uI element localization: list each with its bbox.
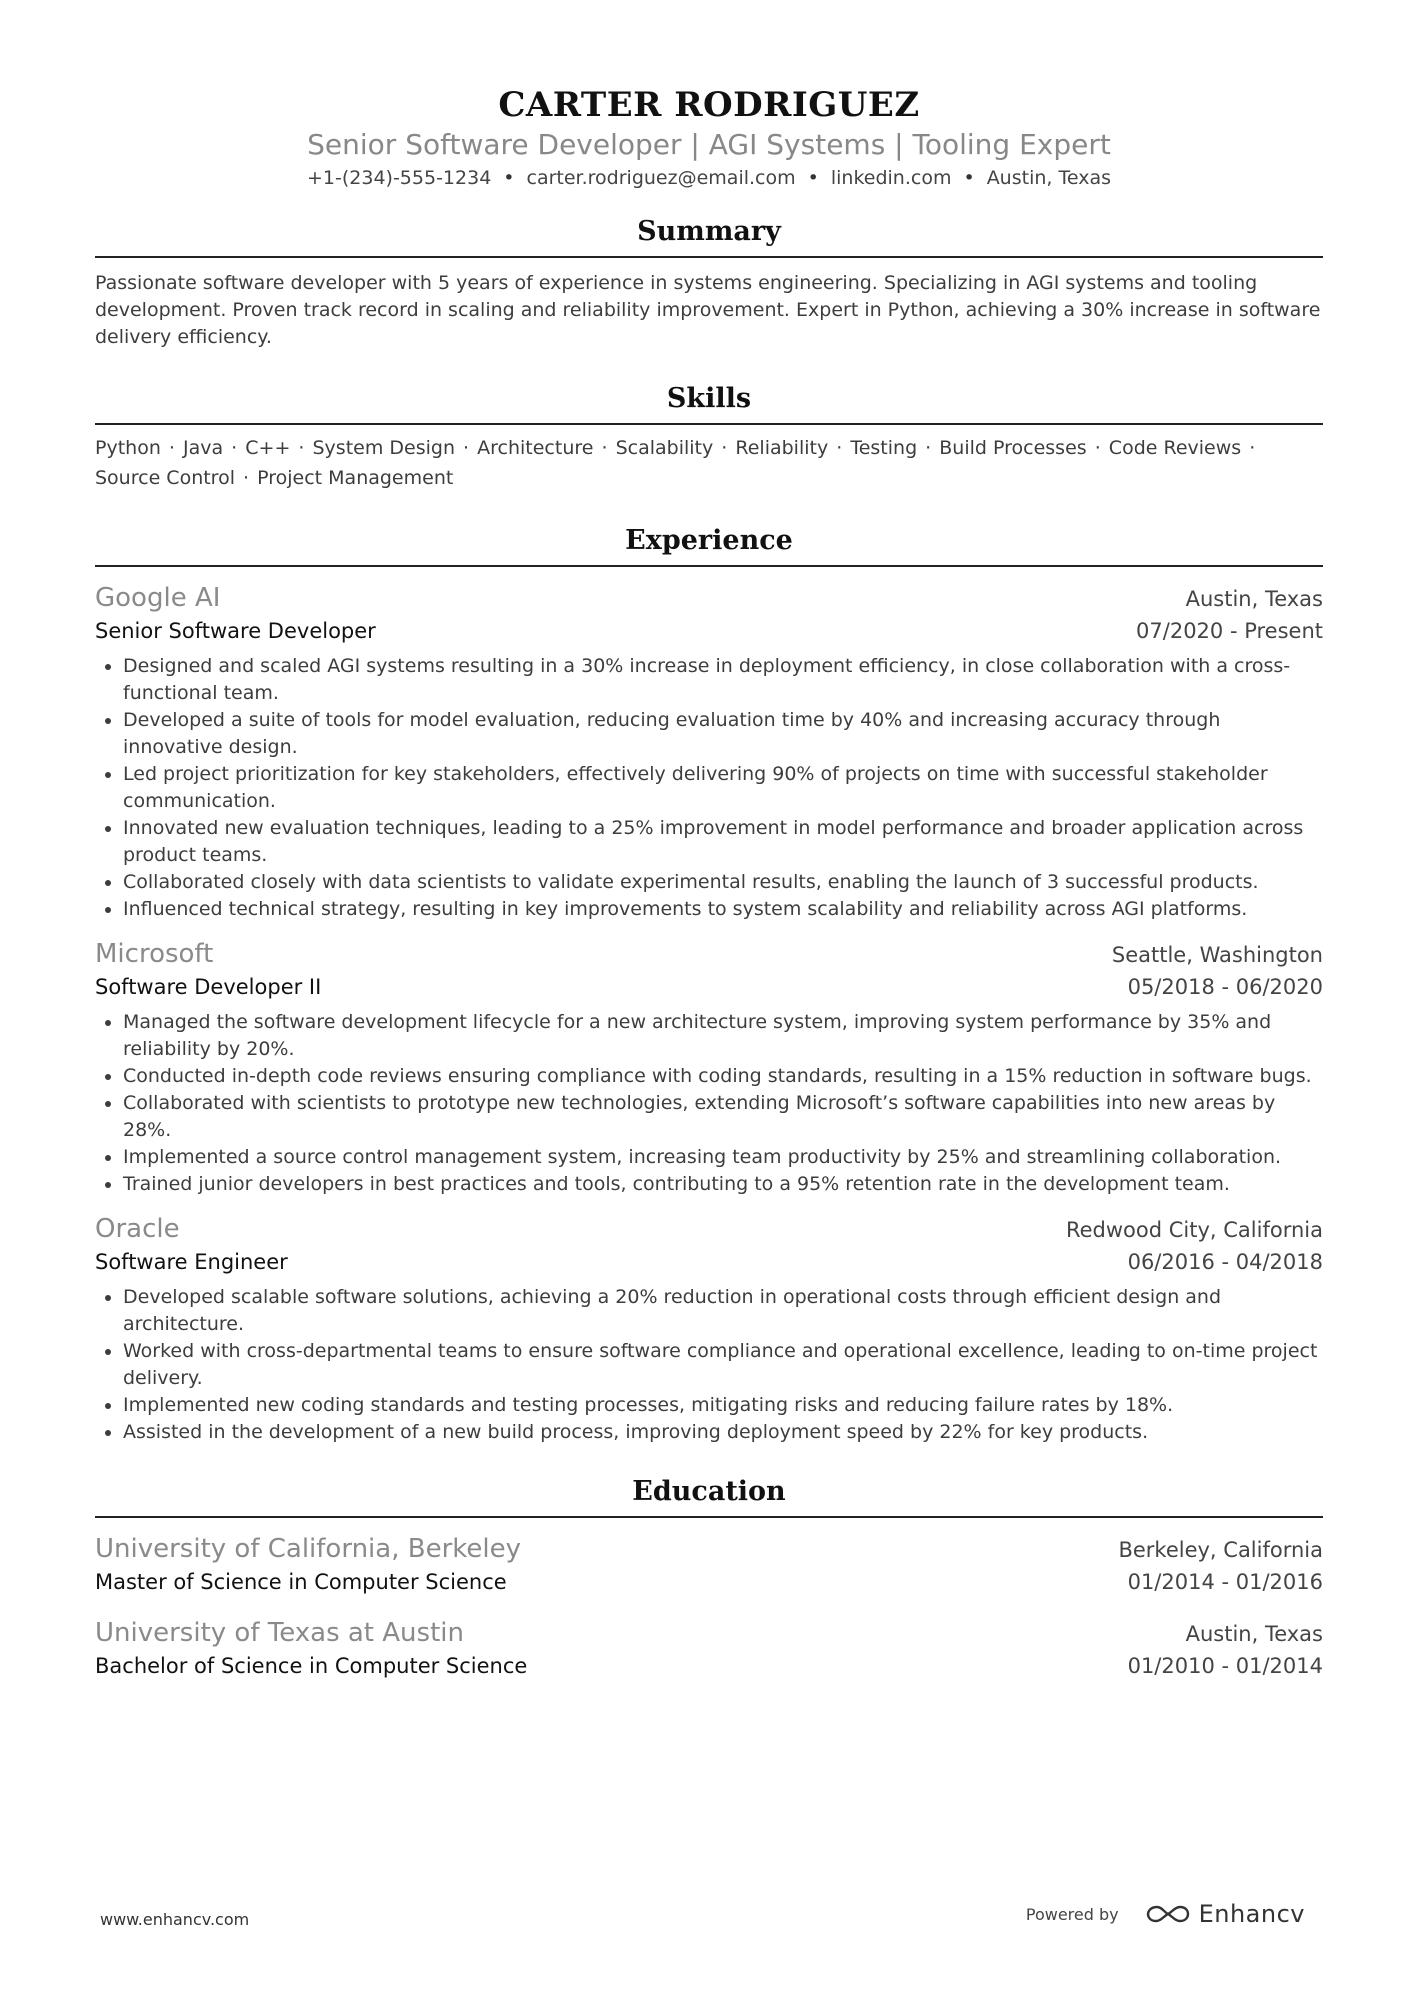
enhancv-brand: Enhancv <box>1198 1900 1305 1928</box>
skill-separator: · <box>225 437 244 459</box>
summary-heading: Summary <box>95 214 1323 258</box>
skills-list <box>95 433 1323 493</box>
education-section <box>95 1474 1323 1682</box>
skill-separator: · <box>236 467 256 489</box>
skill-separator: · <box>162 437 181 459</box>
candidate-name: CARTER RODRIGUEZ <box>498 85 920 125</box>
website-link[interactable]: www.enhancv.com <box>100 1910 250 1929</box>
experience-role-row <box>95 615 1323 647</box>
enhancv-logo-icon <box>1145 1902 1191 1926</box>
job-bullets <box>95 653 1323 923</box>
experience-entry <box>95 581 1323 923</box>
job-bullet: • Led project prioritization for key stakeholders, effectively delivering 90% of projects on time with successful stakeholder communication. <box>123 761 1323 815</box>
skill-item: Architecture <box>477 437 594 459</box>
job-bullets <box>95 1284 1323 1446</box>
candidate-title: Senior Software Developer | AGI Systems | Tooling Expert <box>307 128 1111 161</box>
education-entry <box>95 1532 1323 1598</box>
experience-heading: Experience <box>95 523 1323 567</box>
skill-item: Java <box>183 437 224 459</box>
location: Austin, Texas <box>986 167 1111 189</box>
job-title: Software Engineer <box>95 1250 288 1274</box>
job-dates: 05/2018 - 06/2020 <box>1127 975 1323 999</box>
job-bullet: • Worked with cross-departmental teams to ensure software compliance and operational excellence, leading to on-time project delivery. <box>123 1338 1323 1392</box>
job-bullet: • Collaborated closely with data scientists to validate experimental results, enabling the launch of 3 successful products. <box>123 869 1323 896</box>
linkedin-link[interactable]: linkedin.com <box>830 167 952 189</box>
education-list <box>95 1532 1323 1682</box>
job-bullet: • Designed and scaled AGI systems resulting in a 30% increase in deployment efficiency, in close collaboration with a cross-functional team. <box>123 653 1323 707</box>
experience-role-row <box>95 971 1323 1003</box>
job-bullet: • Trained junior developers in best practices and tools, contributing to a 95% retention rate in the development team. <box>123 1171 1323 1198</box>
job-bullet: • Developed scalable software solutions, achieving a 20% reduction in operational costs through efficient design and architecture. <box>123 1284 1323 1338</box>
education-heading: Education <box>95 1474 1323 1518</box>
skill-separator: · <box>830 437 849 459</box>
job-bullet: • Implemented new coding standards and testing processes, mitigating risks and reducing failure rates by 18%. <box>123 1392 1323 1419</box>
skill-item: System Design <box>312 437 455 459</box>
education-degree-row <box>95 1650 1323 1682</box>
skill-item: Python <box>95 437 161 459</box>
skill-separator: · <box>457 437 476 459</box>
job-bullet: • Conducted in-depth code reviews ensuring compliance with coding standards, resulting in a 15% reduction in software bugs. <box>123 1063 1323 1090</box>
skill-item: Code Reviews <box>1108 437 1242 459</box>
education-dates: 01/2014 - 01/2016 <box>1127 1570 1323 1594</box>
job-bullet: • Innovated new evaluation techniques, leading to a 25% improvement in model performance and broader application across product teams. <box>123 815 1323 869</box>
skill-separator: · <box>595 437 614 459</box>
powered-by-label: Powered by <box>1025 1904 1119 1924</box>
education-degree-row <box>95 1566 1323 1598</box>
skill-separator: · <box>292 437 311 459</box>
phone: +1-(234)-555-1234 <box>307 167 492 189</box>
job-bullet: • Managed the software development lifecycle for a new architecture system, improving system performance by 35% and reliability by 20%. <box>123 1009 1323 1063</box>
job-dates: 06/2016 - 04/2018 <box>1127 1250 1323 1274</box>
skill-item: C++ <box>245 437 291 459</box>
job-location: Redwood City, California <box>1065 1218 1323 1242</box>
school-location: Austin, Texas <box>1185 1622 1323 1646</box>
skills-section <box>95 381 1323 493</box>
resume-content <box>95 84 1323 1682</box>
skills-heading: Skills <box>95 381 1323 425</box>
summary-text: Passionate software developer with 5 years of experience in systems engineering. Specializing in AGI systems and tooling development. Proven track record in scaling and reliability improvement. Expert in Python, achieving a 30% increase in software delivery efficiency. <box>95 272 1321 348</box>
separator-dot: • <box>807 167 819 189</box>
job-title: Senior Software Developer <box>95 619 376 643</box>
skill-item: Scalability <box>615 437 714 459</box>
skill-separator: · <box>1243 437 1256 459</box>
job-bullets <box>95 1009 1323 1198</box>
degree: Bachelor of Science in Computer Science <box>95 1654 528 1678</box>
skill-separator: · <box>715 437 734 459</box>
company-name: Oracle <box>95 1214 180 1244</box>
job-location: Seattle, Washington <box>1111 943 1323 967</box>
job-bullet: • Influenced technical strategy, resulting in key improvements to system scalability and reliability across AGI platforms. <box>123 896 1323 923</box>
experience-role-row <box>95 1246 1323 1278</box>
job-bullet: • Assisted in the development of a new build process, improving deployment speed by 22% for key products. <box>123 1419 1323 1446</box>
education-entry <box>95 1616 1323 1682</box>
experience-header-row <box>95 581 1323 615</box>
skill-item: Reliability <box>735 437 829 459</box>
separator-dot: • <box>963 167 975 189</box>
job-title: Software Developer II <box>95 975 322 999</box>
experience-entry <box>95 937 1323 1198</box>
experience-entry <box>95 1212 1323 1446</box>
separator-dot: • <box>503 167 515 189</box>
contact-line <box>95 164 1323 192</box>
skill-separator: · <box>919 437 938 459</box>
school-name: University of Texas at Austin <box>95 1618 464 1648</box>
experience-header-row <box>95 937 1323 971</box>
job-bullet: • Collaborated with scientists to prototype new technologies, extending Microsoft’s software capabilities into new areas by 28%. <box>123 1090 1323 1144</box>
education-header-row <box>95 1532 1323 1566</box>
resume-header <box>95 84 1323 192</box>
company-name: Microsoft <box>95 939 214 969</box>
experience-list <box>95 581 1323 1446</box>
education-header-row <box>95 1616 1323 1650</box>
school-name: University of California, Berkeley <box>95 1534 521 1564</box>
skill-item: Source Control <box>95 467 235 489</box>
skill-item: Build Processes <box>939 437 1087 459</box>
job-bullet: • Developed a suite of tools for model evaluation, reducing evaluation time by 40% and increasing accuracy through innovative design. <box>123 707 1323 761</box>
skill-item: Testing <box>850 437 918 459</box>
experience-header-row <box>95 1212 1323 1246</box>
education-dates: 01/2010 - 01/2014 <box>1127 1654 1323 1678</box>
school-location: Berkeley, California <box>1118 1538 1323 1562</box>
skill-separator: · <box>1088 437 1107 459</box>
experience-section <box>95 523 1323 1446</box>
powered-by <box>1026 1900 1305 1928</box>
degree: Master of Science in Computer Science <box>95 1570 507 1594</box>
job-bullet: • Implemented a source control management system, increasing team productivity by 25% and streamlining collaboration. <box>123 1144 1323 1171</box>
skill-item: Project Management <box>257 467 454 489</box>
job-location: Austin, Texas <box>1185 587 1323 611</box>
company-name: Google AI <box>95 583 221 613</box>
summary-section <box>95 214 1323 351</box>
job-dates: 07/2020 - Present <box>1136 619 1323 643</box>
email[interactable]: carter.rodriguez@email.com <box>526 167 796 189</box>
